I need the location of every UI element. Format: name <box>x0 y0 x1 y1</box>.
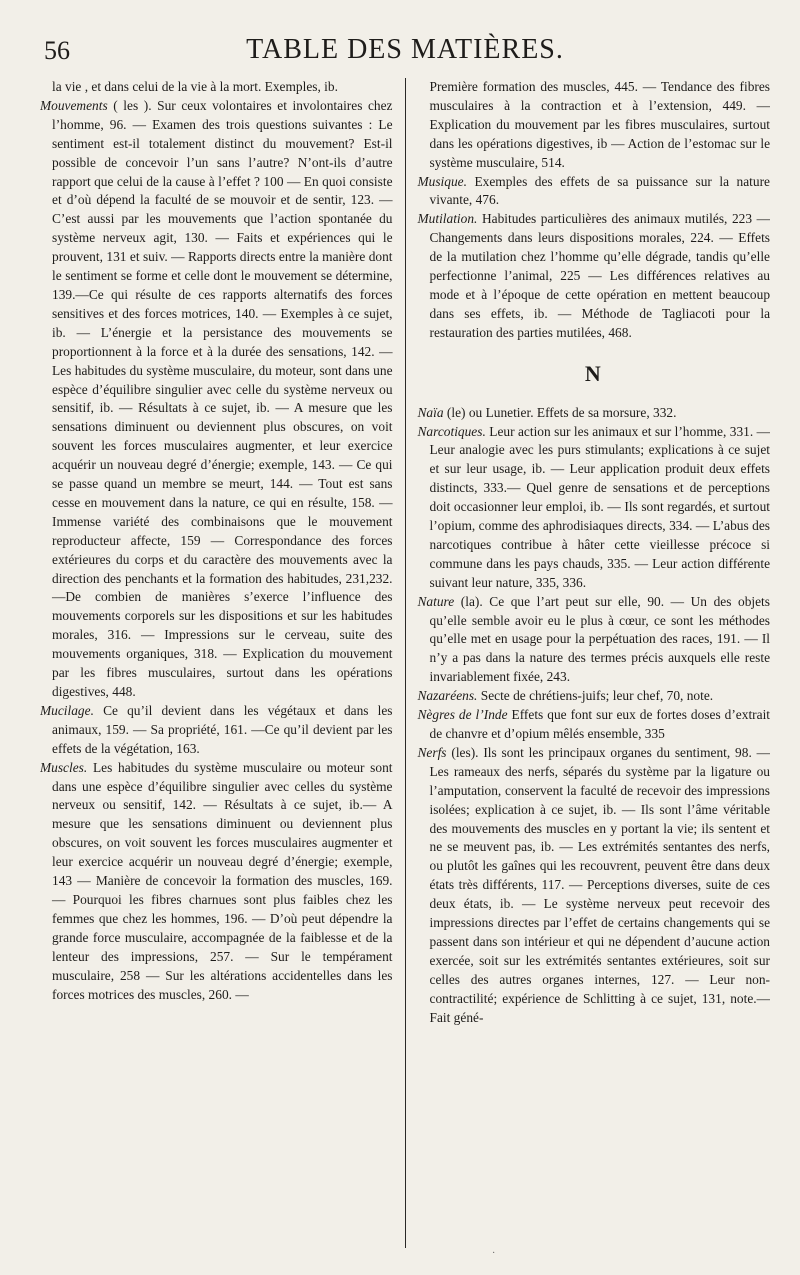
entry-heading: Nature <box>417 593 455 609</box>
index-entry <box>40 702 393 759</box>
entry-heading: Musique. <box>417 173 467 189</box>
entry-heading: Narcotiques. <box>417 423 486 439</box>
entry-heading: Mouvements <box>40 97 108 113</box>
entry-text: (le) ou Lunetier. Effets de sa morsure, 332. <box>446 404 677 420</box>
index-entry <box>40 97 393 702</box>
index-entry <box>418 744 771 1028</box>
entry-text: Exemples des effets de sa puissance sur la nature vivante, 476. <box>429 173 771 208</box>
entry-heading: Mucilage. <box>40 702 94 718</box>
left-column <box>40 78 403 1248</box>
index-entry <box>418 78 771 173</box>
section-letter: N <box>584 360 603 386</box>
entry-text: (la). Ce que l’art peut sur elle, 90. — Un des objets qu’elle semble avoir eu le plus à cœur, ce sont les méthodes qu’elle met en usage pour la perpétuation des races, 191. — Il n’y a pas dans la nature des termes précis auxquels elle reste invariablement fixée, 243. <box>429 593 771 685</box>
running-title: TABLE DES MATIÈRES. <box>246 34 564 65</box>
entry-heading: Muscles. <box>40 759 88 775</box>
index-entry <box>418 687 771 706</box>
index-entry <box>418 423 771 593</box>
page-header <box>40 28 770 78</box>
entry-heading: Nerfs <box>417 744 447 760</box>
entry-text: Habitudes particulières des animaux mutilés, 223 — Changements dans leurs dispositions morales, 224. — Effets de la mutilation chez l’homme qu’elle dégrade, tandis qu’elle perfectionne l’animal, 225 — Les différences relatives au mode et à l’époque de cette opération en mettent beaucoup dans ses effets, ib. — Méthode de Tagliacoti pour la restauration des parties mutilées, 468. <box>429 211 771 340</box>
index-entry <box>418 706 771 744</box>
index-entry <box>418 210 771 342</box>
index-entry <box>40 759 393 1005</box>
entry-text: Les habitudes du système musculaire ou moteur sont dans une espèce d’équilibre singulier avec celles du système nerveux ou sensitif, 142. — Résultats à ce sujet, ib.— A mesure que les sensations diminuent ou deviennent plus obscures, on voit souvent les forces musculaires augmenter et leur exercice acquérir un nouveau degré d’énergie; exemple, 143 — Manière de concevoir la formation des muscles, 169. — Pourquoi les fibres charnues sont plus faibles chez les femmes que chez les hommes, 196. — D’où peut dépendre la grande force musculaire, accompagnée de la faiblesse et de la lenteur des impressions, 257. — Sur le tempérament musculaire, 258 — Sur les altérations accidentelles dans les forces motrices des muscles, 260. — <box>52 759 393 1002</box>
column-divider <box>405 78 406 1248</box>
entry-text: la vie , et dans celui de la vie à la mort. Exemples, ib. <box>52 79 338 94</box>
entry-heading: Nègres de l’Inde <box>417 707 508 723</box>
entry-heading: Nazaréens. <box>417 688 478 704</box>
two-column-body <box>40 78 770 1248</box>
entry-heading: Naïa <box>417 404 444 420</box>
entry-text: Effets que font sur eux de fortes doses d’extrait de chanvre et d’opium mêlés ensemble, 335 <box>429 707 771 741</box>
index-entry <box>418 173 771 211</box>
entry-text: (les). Ils sont les principaux organes du sentiment, 98. — Les rameaux des nerfs, séparés du système par la ligature ou l’amputation, conservent la faculté de recevoir des impressions isolées; explication à ce sujet, ib. — Ils sont l’âme véritable des mouvements des muscles en y portant la vie; ils sentent et ne se meuvent pas, ib. — Les extrémités sentantes des nerfs, ou plutôt les gaînes qui les recouvrent, peuvent être dans deux états très différents, 117. — Perceptions diverses, suite de ces deux états, ib. — Le système nerveux peut recevoir des impressions directes par l’effet de certains changements qui se passent dans son intérieur et qui ne dépendent d’aucune action exercée, soit sur les extrémités sentantes extérieures, soit sur celles des autres organes internes, 127. — Leur non-contractilité; expérience de Schlitting à ce sujet, 131, note.— Fait géné- <box>429 744 771 1025</box>
index-entry <box>40 78 393 97</box>
page-mark: · <box>492 1248 496 1259</box>
entry-heading: Mutilation. <box>417 211 478 227</box>
index-entry <box>418 404 771 423</box>
right-column <box>408 78 771 1248</box>
entry-text: ( les ). Sur ceux volontaires et involontaires chez l’homme, 96. — Examen des trois questions suivantes : Le sentiment est-il totalement distinct du mouvement? Est-il possible de concevoir l’un sans l’autre? N’ont-ils d’autre rapport que celui de la cause à l’effet ? 100 — En quoi consiste et d’où dépend la faculté de se mouvoir et de sentir, 123. — C’est aussi par les mouvements que l’action spontanée du système nerveux agit, 130. — Faits et expériences qui le prouvent, 131 et suiv. — Rapports directs entre la manière dont le sentiment se forme et celle dont le mouvement se détermine, 139.—Ce qui résulte de ces rapports alternatifs des forces sensitives et des forces motrices, 140. — Exemples à ce sujet, ib. — L’énergie et la persistance des mouvements se proportionnent à la force et à la durée des sensations, 142. — Les habitudes du système musculaire, du moteur, sont dans une espèce d’équilibre singulier avec celle du système nerveux ou sensitif, ib. — Résultats à ce sujet, ib. — A mesure que les sensations diminuent ou deviennent plus obscures, on voit souvent les forces musculaires augmenter, et leur exercice acquérir un nouveau degré d’énergie; exemple, 143. — Ce qui se passe quand un membre se meurt, 144. — Tout est sans cesse en mouvement dans la nature, ce qui en résulte, 158. — Immense variété des combinaisons que le mouvement reproducteur affecte, 159 — Correspondance des forces extérieures du corps et du caractère des mouvements avec la direction des penchants et la formation des habitudes, 231,232. —De combien de manières s’exerce l’influence des mouvements corporels sur les dispositions et sur les habitudes morales, 316. — Impressions sur le cerveau, suite des mouvements organiques, 318. — Explication du mouvement par les fibres musculaires, surtout dans les opérations digestives, 448. <box>52 97 393 699</box>
entry-text: Première formation des muscles, 445. — Tendance des fibres musculaires à la contraction et à l’extension, 449. — Explication du mouvement par les fibres musculaires, surtout dans les opérations digestives, ib — Action de l’estomac sur le système musculaire, 514. <box>429 79 771 170</box>
entry-text: Secte de chrétiens-juifs; leur chef, 70, note. <box>480 688 714 704</box>
entry-text: Leur action sur les animaux et sur l’homme, 331. — Leur analogie avec les purs stimulants; explications à ce sujet et sur leur usage, ib. — Leur application produit deux effets distincts, 333.— Quel genre de sensations et de perceptions doit occasionner leur emploi, ib. — Ils sont regardés, et surtout l’opium, comme des aphrodisiaques directs, 334. — L’abus des narcotiques contribue à hâter cette vieillesse précoce si commune dans les pays chauds, 335. — Leur action différente suivant leur nature, 335, 336. <box>429 423 771 590</box>
index-entry <box>418 593 771 688</box>
entry-text: Ce qu’il devient dans les végétaux et dans les animaux, 159. — Sa propriété, 161. —Ce qu’il devient par les effets de la végétation, 163. <box>52 702 393 756</box>
page-number: 56 <box>44 36 70 65</box>
